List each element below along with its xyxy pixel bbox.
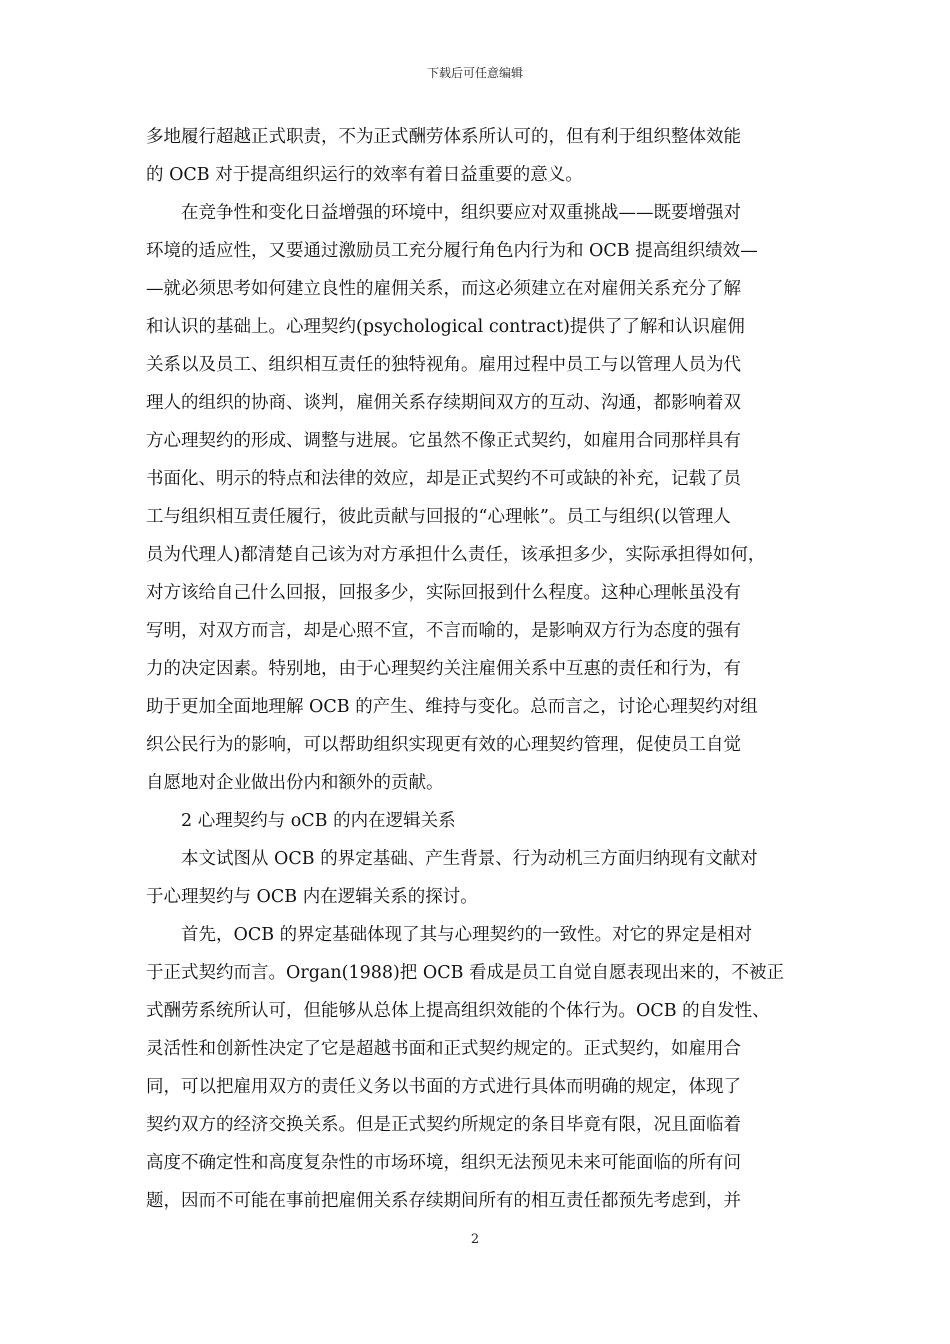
text-line: 高度不确定性和高度复杂性的市场环境，组织无法预见未来可能面临的所有问: [146, 1153, 741, 1173]
text-line: 题，因而不可能在事前把雇佣关系存续期间所有的相互责任都预先考虑到，并: [146, 1191, 741, 1211]
text-line: 织公民行为的影响，可以帮助组织实现更有效的心理契约管理，促使员工自觉: [146, 735, 741, 755]
text-line: 的 OCB 对于提高组织运行的效率有着日益重要的意义。: [146, 165, 583, 185]
text-line: 和认识的基础上。心理契约(psychological contract)提供了了解和认识雇佣: [146, 317, 745, 337]
text-line: 首先，OCB 的界定基础体现了其与心理契约的一致性。对它的界定是相对: [146, 925, 753, 945]
text-line: 环境的适应性，又要通过激励员工充分履行角色内行为和 OCB 提高组织绩效—: [146, 241, 758, 261]
section-heading: 2 心理契约与 oCB 的内在逻辑关系: [146, 811, 456, 831]
text-line: 多地履行超越正式职责，不为正式酬劳体系所认可的，但有利于组织整体效能: [146, 127, 741, 147]
text-line: 同，可以把雇用双方的责任义务以书面的方式进行具体而明确的规定，体现了: [146, 1077, 741, 1097]
text-line: 本文试图从 OCB 的界定基础、产生背景、行为动机三方面归纳现有文献对: [146, 849, 758, 869]
text-line: 于正式契约而言。Organ(1988)把 OCB 看成是员工自觉自愿表现出来的，不被正: [146, 963, 785, 983]
text-line: 力的决定因素。特别地，由于心理契约关注雇佣关系中互惠的责任和行为，有: [146, 659, 741, 679]
text-line: 员为代理人)都清楚自己该为对方承担什么责任，该承担多少，实际承担得如何，: [146, 545, 766, 565]
text-line: 关系以及员工、组织相互责任的独特视角。雇用过程中员工与以管理人员为代: [146, 355, 741, 375]
page-header: 下载后可任意编辑: [426, 66, 523, 80]
text-line: —就必须思考如何建立良性的雇佣关系，而这必须建立在对雇佣关系充分了解: [146, 279, 741, 299]
text-line: 灵活性和创新性决定了它是超越书面和正式契约规定的。正式契约，如雇用合: [146, 1039, 741, 1059]
text-line: 方心理契约的形成、调整与进展。它虽然不像正式契约，如雇用合同那样具有: [146, 431, 741, 451]
text-line: 式酬劳系统所认可，但能够从总体上提高组织效能的个体行为。OCB 的自发性、: [146, 1001, 770, 1021]
text-line: 书面化、明示的特点和法律的效应，却是正式契约不可或缺的补充，记载了员: [146, 469, 741, 489]
text-line: 写明，对双方而言，却是心照不宣，不言而喻的，是影响双方行为态度的强有: [146, 621, 741, 641]
text-line: 契约双方的经济交换关系。但是正式契约所规定的条目毕竟有限，况且面临着: [146, 1115, 741, 1135]
text-line: 在竞争性和变化日益增强的环境中，组织要应对双重挑战——既要增强对: [146, 203, 741, 223]
page-number: 2: [470, 1232, 480, 1247]
text-line: 助于更加全面地理解 OCB 的产生、维持与变化。总而言之，讨论心理契约对组: [146, 697, 758, 717]
document-body: [146, 118, 804, 1220]
text-line: 对方该给自己什么回报，回报多少，实际回报到什么程度。这种心理帐虽没有: [146, 583, 741, 603]
text-line: 于心理契约与 OCB 内在逻辑关系的探讨。: [146, 887, 478, 907]
text-line: 自愿地对企业做出份内和额外的贡献。: [146, 773, 444, 793]
text-line: 理人的组织的协商、谈判，雇佣关系存续期间双方的互动、沟通，都影响着双: [146, 393, 741, 413]
text-line: 工与组织相互责任履行，彼此贡献与回报的“心理帐”。员工与组织(以管理人: [146, 507, 731, 527]
